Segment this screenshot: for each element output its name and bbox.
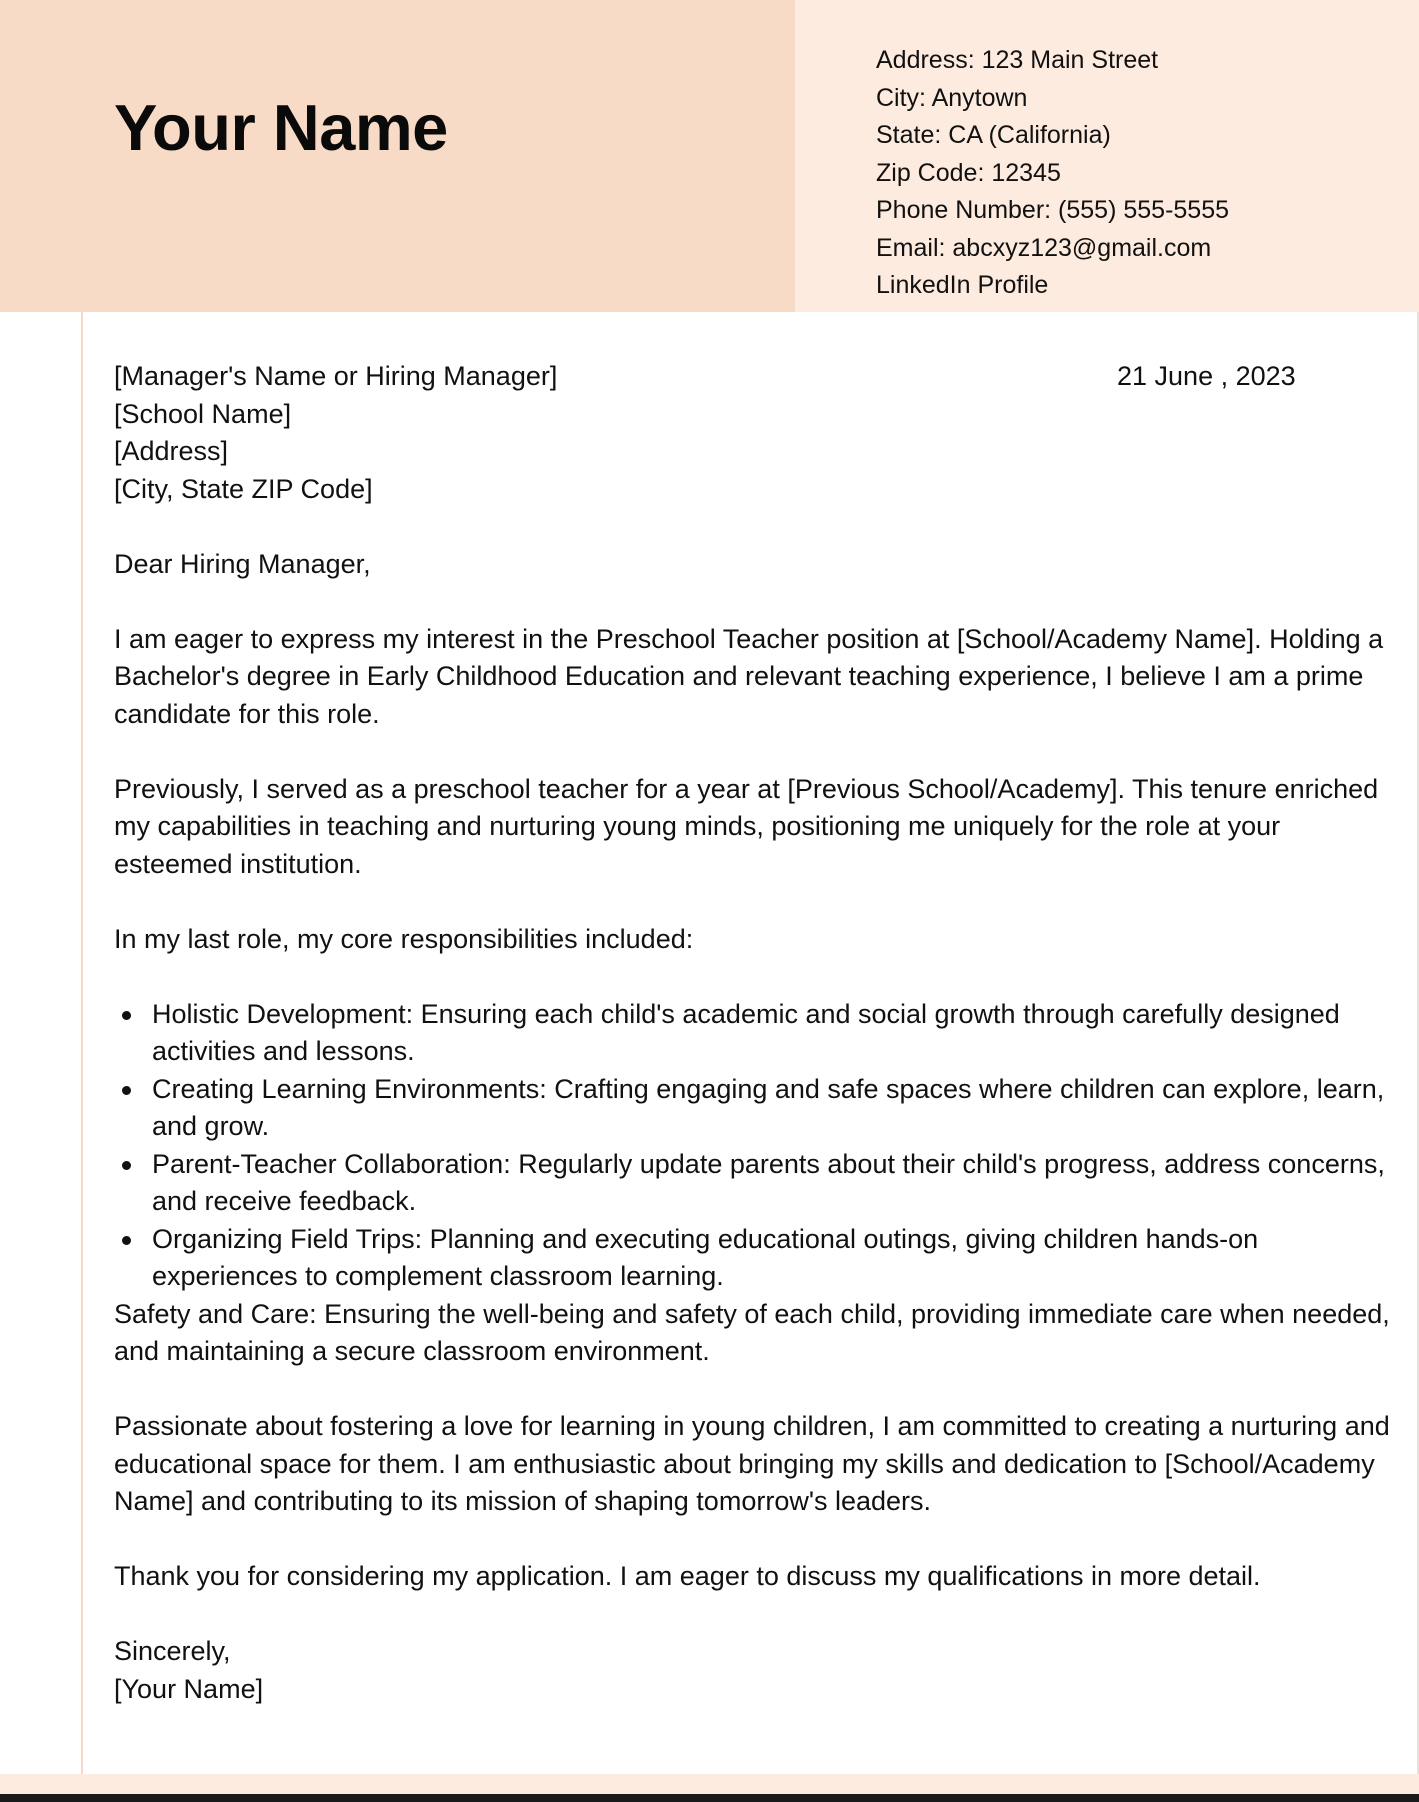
list-item: Organizing Field Trips: Planning and executing educational outings, giving children hands-on experiences to complement classroom learning.	[152, 1221, 1404, 1296]
salutation: Dear Hiring Manager,	[114, 548, 371, 579]
recipient-city-state-zip: [City, State ZIP Code]	[114, 473, 373, 504]
contact-email: Email: abcxyz123@gmail.com	[876, 233, 1212, 262]
contact-address: Address: 123 Main Street	[876, 46, 1159, 74]
signature: [Your Name]	[114, 1673, 264, 1704]
left-margin-rule	[81, 312, 83, 1774]
letter-body	[114, 358, 1404, 1708]
paragraph-thanks: Thank you for considering my application. I am eager to discuss my qualifications in more detail.	[114, 1561, 1261, 1591]
closing: Sincerely,	[114, 1636, 231, 1666]
contact-linkedin: LinkedIn Profile	[876, 271, 1049, 299]
recipient-block	[114, 358, 1404, 508]
contact-zip: Zip Code: 12345	[876, 158, 1061, 187]
header-name-panel	[0, 0, 795, 312]
responsibilities-intro: In my last role, my core responsibilities included:	[114, 923, 694, 954]
list-item: Holistic Development: Ensuring each child's academic and social growth through carefully designed activities and lessons.	[152, 996, 1404, 1071]
responsibilities-list	[114, 996, 1404, 1296]
contact-phone: Phone Number: (555) 555-5555	[876, 196, 1230, 224]
paragraph-experience: Previously, I served as a preschool teacher for a year at [Previous School/Academy]. This tenure enriched my capabilities in teaching and nurturing young minds, positioning me uniquely for the role at your esteemed institution.	[114, 773, 1379, 879]
list-item: Parent-Teacher Collaboration: Regularly update parents about their child's progress, address concerns, and receive feedback.	[152, 1146, 1404, 1221]
header-contact-panel	[795, 0, 1419, 312]
paragraph-passion: Passionate about fostering a love for learning in young children, I am committed to creating a nurturing and educational space for them. I am enthusiastic about bringing my skills and dedication to [School/Academy Name] and contributing to its mission of shaping tomorrow's leaders.	[114, 1411, 1390, 1516]
footer-band	[0, 1774, 1419, 1794]
contact-city: City: Anytown	[876, 83, 1028, 112]
paragraph-safety: Safety and Care: Ensuring the well-being and safety of each child, providing immediate care when needed, and maintaining a secure classroom environment.	[114, 1298, 1390, 1366]
contact-list	[876, 42, 1229, 305]
recipient-school: [School Name]	[114, 398, 292, 429]
paragraph-intro: I am eager to express my interest in the Preschool Teacher position at [School/Academy Name]. Holding a Bachelor's degree in Early Childhood Education and relevant teaching experience, I believe I am a prime candidate for this role.	[114, 623, 1384, 729]
recipient-address: [Address]	[114, 436, 229, 466]
contact-state: State: CA (California)	[876, 121, 1111, 149]
letter-date: 21 June , 2023	[1117, 361, 1296, 391]
list-item: Creating Learning Environments: Crafting engaging and safe spaces where children can explore, learn, and grow.	[152, 1071, 1404, 1146]
recipient-manager: [Manager's Name or Hiring Manager]	[114, 361, 558, 391]
applicant-name: Your Name	[114, 91, 448, 164]
footer-line	[0, 1794, 1419, 1802]
